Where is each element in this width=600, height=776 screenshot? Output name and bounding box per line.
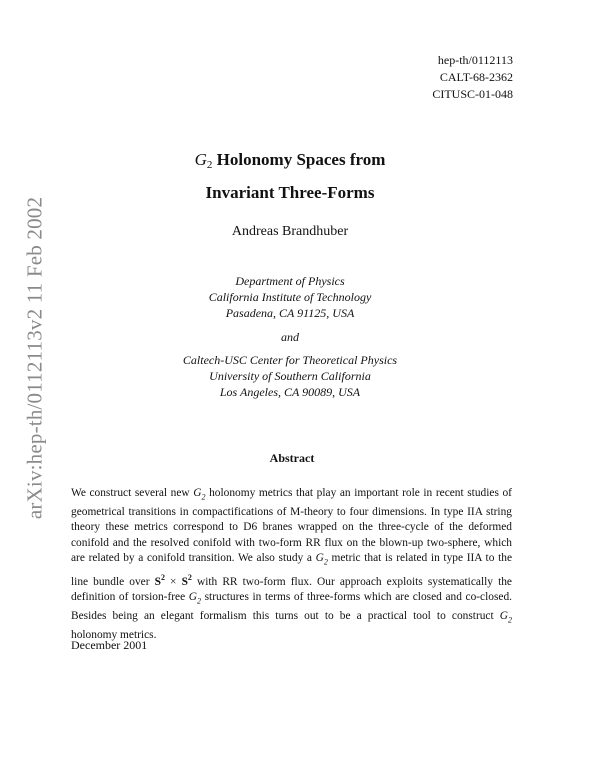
affiliation-2 [0,352,580,400]
arxiv-stamp: arXiv:hep-th/0112113v2 11 Feb 2002 [22,196,47,520]
affiliation-and: and [281,330,299,344]
g2-symbol: $G_2$ [315,552,328,567]
preprint-number: CALT-68-2362 [439,70,513,84]
preprint-number: CITUSC-01-048 [432,87,513,101]
affiliation-line: Caltech-USC Center for Theoretical Physics [182,353,398,367]
abstract-heading: Abstract [269,451,315,465]
title-line-1-text: Holonomy Spaces from [212,150,386,169]
date: December 2001 [71,638,148,652]
title-line-2: Invariant Three-Forms [205,183,375,202]
affiliation-line: University of Southern California [209,369,371,383]
sphere-symbol: $S^2$ [154,573,165,588]
preprint-number: hep-th/0112113 [437,53,513,67]
abstract-text: We construct several new $G_2$ holonomy metrics that play an important role in recent studies of geometrical transitions in compactifications of M-theory to four dimensions. In type IIA string theory these metrics correspond to D6 branes wrapped on the three-cycle of the deformed conifold and the resolved conifold with two-form RR flux on the blown-up two-sphere, which are related by a conifold transition. We also study a $G_2$ metric that is related in type IIA to the line bundle over $S^2 \times S^2$ with RR two-form flux. Our approach exploits systematically the definition of torsion-free $G_2$ structures in terms of three-forms which are closed and co-closed. Besides being an elegant formalism this turns out to be a practical tool to construct $G_2$ holonomy metrics. [71,487,513,641]
g2-symbol: $G_2$ [193,487,206,502]
author-name: Andreas Brandhuber [231,224,349,239]
affiliation-line: Department of Physics [235,274,345,288]
title-line-1 [0,146,580,179]
affiliation-line: Los Angeles, CA 90089, USA [219,385,361,399]
affiliation-line: California Institute of Technology [208,290,372,304]
g2-symbol: $G_2$ [499,610,512,625]
preprint-numbers [432,52,513,103]
paper-title [0,146,580,206]
affiliation-1 [0,273,580,321]
g2-symbol: $G_2$ [188,591,201,606]
g2-symbol: $G_2$ [194,150,213,171]
sphere-symbol: $S^2$ [181,573,192,588]
affiliation-line: Pasadena, CA 91125, USA [225,306,355,320]
